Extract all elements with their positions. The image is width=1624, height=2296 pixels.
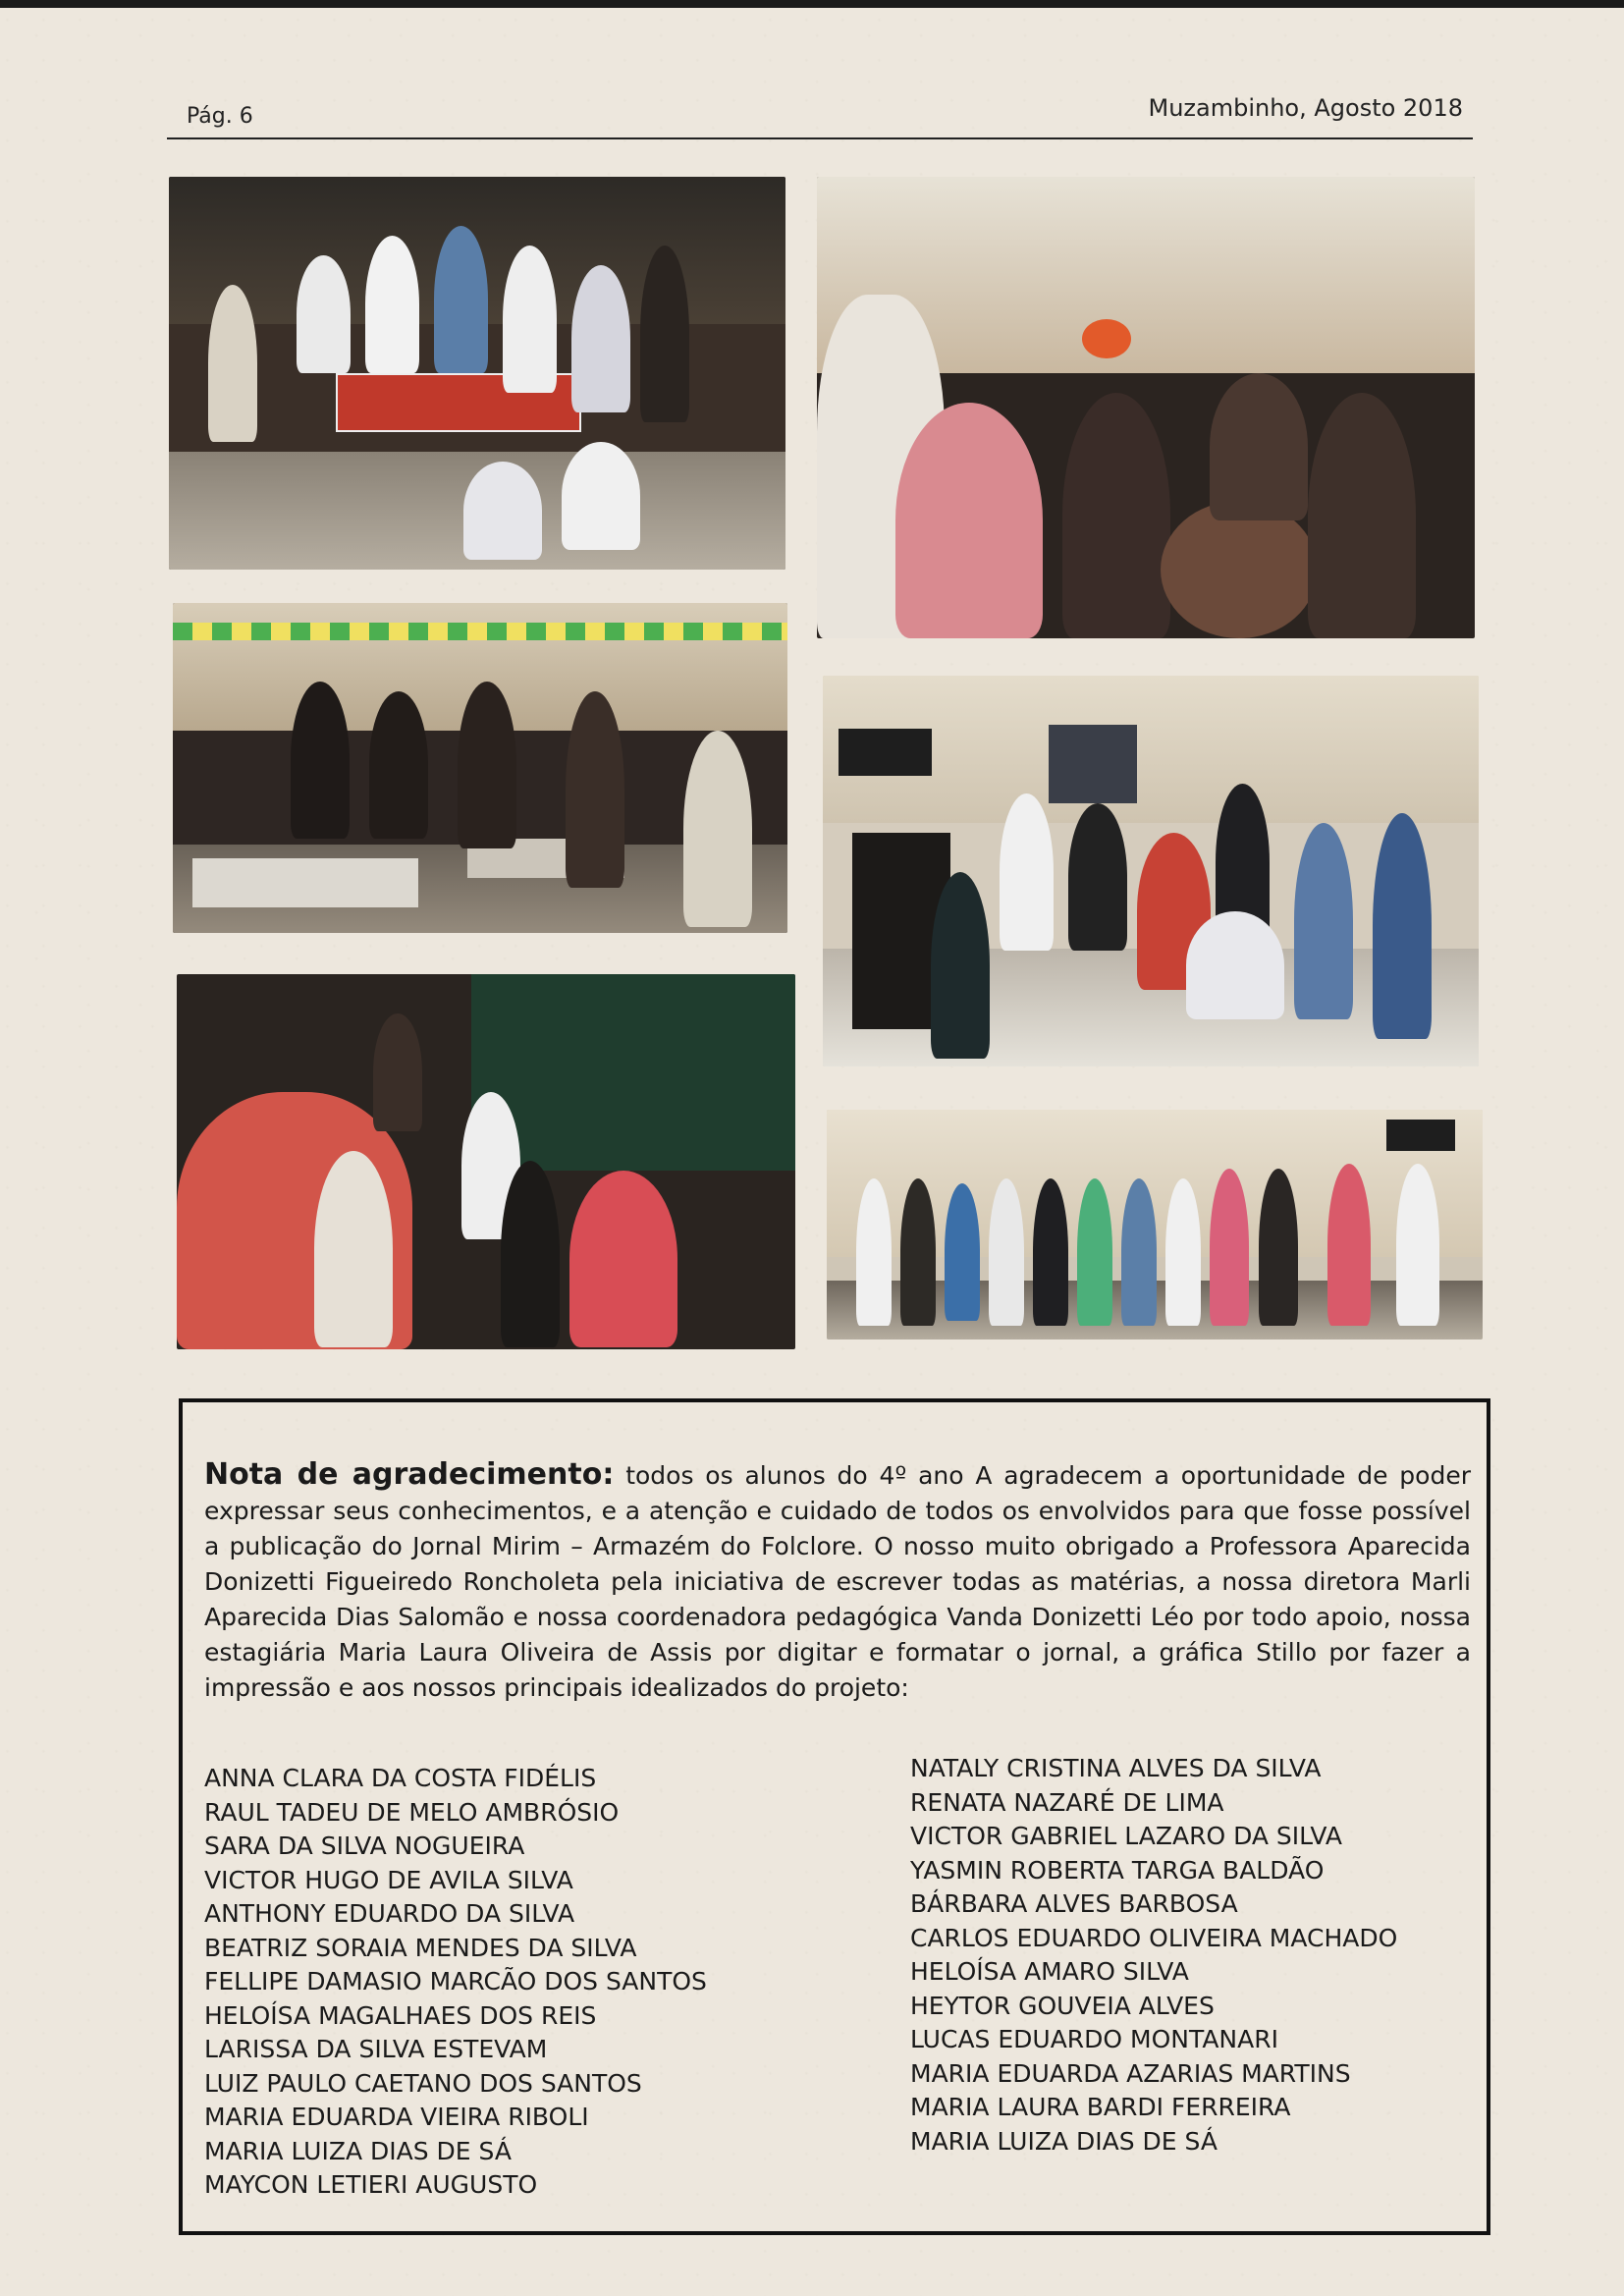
dateline: Muzambinho, Agosto 2018 [1148,94,1463,122]
student-name: MARIA EDUARDA AZARIAS MARTINS [910,2058,1351,2088]
note-title: Nota de agradecimento: [204,1457,615,1492]
acknowledgement-text [204,1457,1471,1706]
student-name: NATALY CRISTINA ALVES DA SILVA [910,1754,1322,1782]
student-names-left [204,1762,707,2203]
student-name: MARIA LAURA BARDI FERREIRA [910,2093,1291,2121]
student-name: SARA DA SILVA NOGUEIRA [204,1831,525,1860]
student-name: LUCAS EDUARDO MONTANARI [910,2025,1278,2053]
student-name: MARIA LUIZA DIAS DE SÁ [204,2136,512,2165]
student-name: BEATRIZ SORAIA MENDES DA SILVA [204,1933,637,1962]
photo-group-seated-floor [823,676,1479,1066]
acknowledgement-box [179,1398,1490,2235]
photo-class-with-models [169,177,785,570]
student-name: RENATA NAZARÉ DE LIMA [910,1787,1224,1817]
student-name: BÁRBARA ALVES BARBOSA [910,1889,1238,1918]
note-body: todos os alunos do 4º ano A agradecem a oportunidade de poder expressar seus conhecimentos, e a atenção e cuidado de todos os envolvidos para que fosse possível a publicação do Jornal Mirim – Armazém do Folclore. O nosso muito obrigado a Professora Aparecida Donizetti Figueiredo Roncholeta pela iniciativa de escrever todas as matérias, a nossa diretora Marli Aparecida Dias Salomão e nossa coordenadora pedagógica Vanda Donizetti Léo por todo apoio, nossa estagiária Maria Laura Oliveira de Assis por digitar e formatar o jornal, a gráfica Stillo por fazer a impressão e aos nossos principais idealizados do projeto: [204,1461,1472,1702]
student-name: MAYCON LETIERI AUGUSTO [204,2170,538,2199]
student-name: MARIA LUIZA DIAS DE SÁ [910,2126,1218,2156]
student-name: ANNA CLARA DA COSTA FIDÉLIS [204,1764,597,1792]
photo-classroom-decorated [173,603,787,933]
student-name: VICTOR GABRIEL LAZARO DA SILVA [910,1822,1342,1850]
student-name: HELOÍSA AMARO SILVA [910,1957,1189,1986]
student-name: MARIA EDUARDA VIEIRA RIBOLI [204,2103,589,2131]
photo-selfie-classroom-board [177,974,795,1349]
student-name: LUIZ PAULO CAETANO DOS SANTOS [204,2068,642,2098]
student-name: FELLIPE DAMASIO MARCÃO DOS SANTOS [204,1967,707,1995]
student-name: CARLOS EDUARDO OLIVEIRA MACHADO [910,1923,1398,1952]
page-header [167,86,1473,139]
student-name: ANTHONY EDUARDO DA SILVA [204,1899,575,1928]
photo-selfie-students [817,177,1475,638]
student-name: VICTOR HUGO DE AVILA SILVA [204,1865,573,1894]
student-name: HEYTOR GOUVEIA ALVES [910,1991,1215,2020]
student-name: YASMIN ROBERTA TARGA BALDÃO [910,1855,1325,1885]
newspaper-page [0,8,1624,2296]
student-name: RAUL TADEU DE MELO AMBRÓSIO [204,1797,620,1827]
student-names-right [910,1752,1397,2159]
page-number: Pág. 6 [187,104,253,129]
student-name: HELOÍSA MAGALHAES DOS REIS [204,2000,597,2030]
photo-students-lined-up-stage [827,1110,1483,1339]
student-name: LARISSA DA SILVA ESTEVAM [204,2035,548,2063]
